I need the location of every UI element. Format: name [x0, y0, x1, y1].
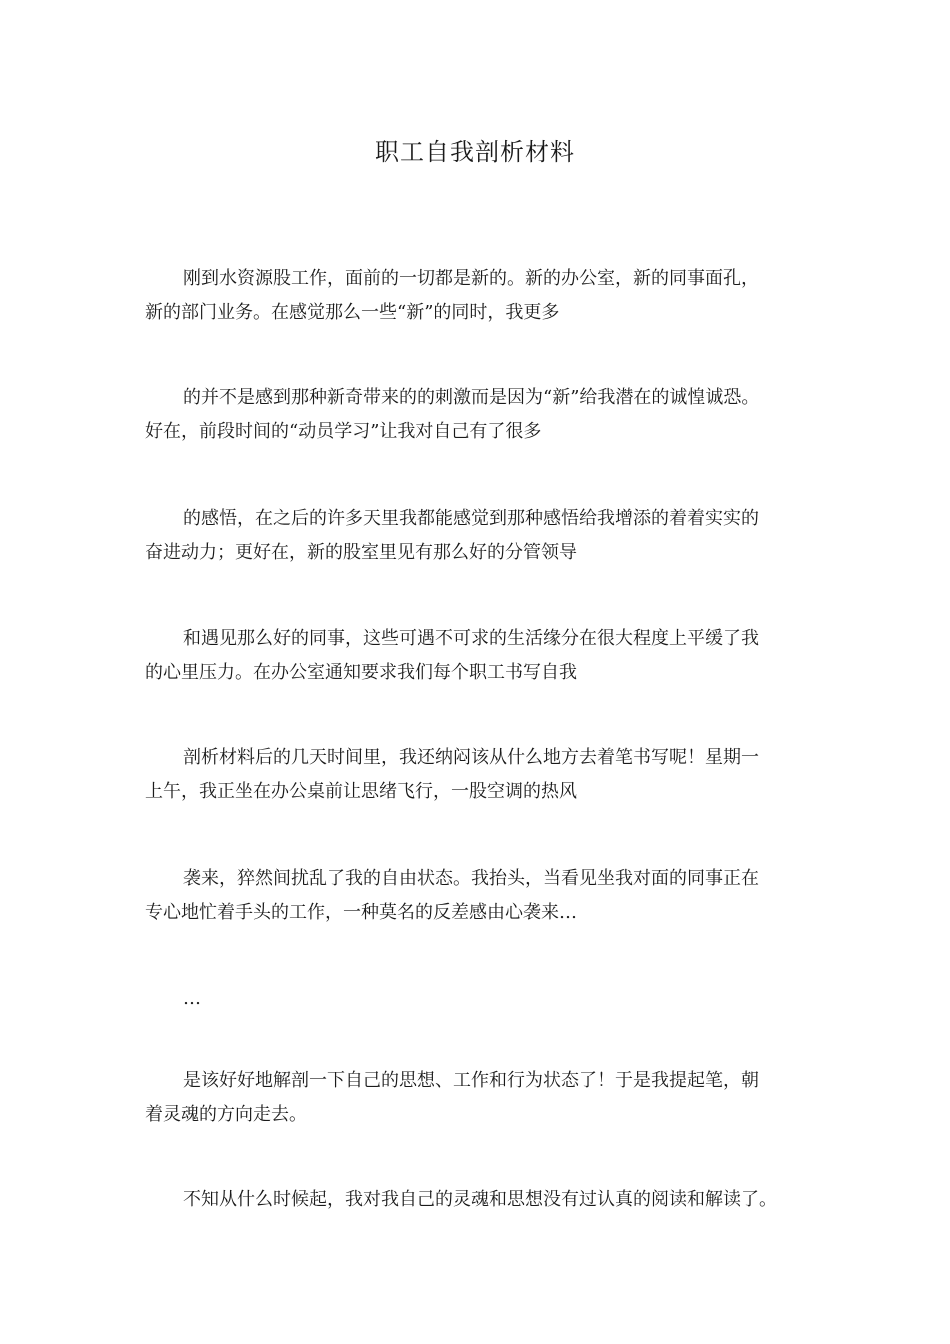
paragraph-7: [145, 982, 810, 1016]
paragraph-line: 和遇见那么好的同事，这些可遇不可求的生活缘分在很大程度上平缓了我: [183, 628, 759, 649]
paragraph-line: 着灵魂的方向走去。: [145, 1104, 307, 1125]
paragraph-line: 的心里压力。在办公室通知要求我们每个职工书写自我: [145, 662, 577, 683]
paragraph-line: 奋进动力；更好在，新的股室里见有那么好的分管领导: [145, 542, 577, 563]
paragraph-line: 的并不是感到那种新奇带来的的刺激而是因为“新”给我潜在的诚惶诚恐。: [183, 387, 760, 408]
paragraph-9: [145, 1183, 810, 1217]
paragraph-5: [145, 741, 810, 809]
paragraph-8: [145, 1064, 810, 1132]
paragraph-line: 剖析材料后的几天时间里，我还纳闷该从什么地方去着笔书写呢！星期一: [183, 747, 759, 768]
paragraph-line: 刚到水资源股工作，面前的一切都是新的。新的办公室，新的同事面孔，: [183, 268, 759, 289]
paragraph-line: 新的部门业务。在感觉那么一些“新”的同时，我更多: [145, 302, 560, 323]
paragraph-line: 袭来，猝然间扰乱了我的自由状态。我抬头，当看见坐我对面的同事正在: [183, 868, 759, 889]
paragraph-3: [145, 502, 810, 570]
paragraph-line: 不知从什么时候起，我对我自己的灵魂和思想没有过认真的阅读和解读了。: [183, 1189, 777, 1210]
paragraph-line: 是该好好地解剖一下自己的思想、工作和行为状态了！于是我提起笔，朝: [183, 1070, 759, 1091]
paragraph-line: 专心地忙着手头的工作，一种莫名的反差感由心袭来…: [145, 902, 577, 923]
paragraph-6: [145, 862, 810, 930]
paragraph-2: [145, 381, 810, 449]
paragraph-line: 好在，前段时间的“动员学习”让我对自己有了很多: [145, 421, 542, 442]
document-title: 职工自我剖析材料: [375, 138, 575, 166]
paragraph-1: [145, 262, 810, 330]
paragraph-line: 的感悟，在之后的许多天里我都能感觉到那种感悟给我增添的着着实实的: [183, 508, 759, 529]
paragraph-line: 上午，我正坐在办公桌前让思绪飞行，一股空调的热风: [145, 781, 577, 802]
paragraph-4: [145, 622, 810, 690]
paragraph-line: …: [183, 988, 201, 1009]
